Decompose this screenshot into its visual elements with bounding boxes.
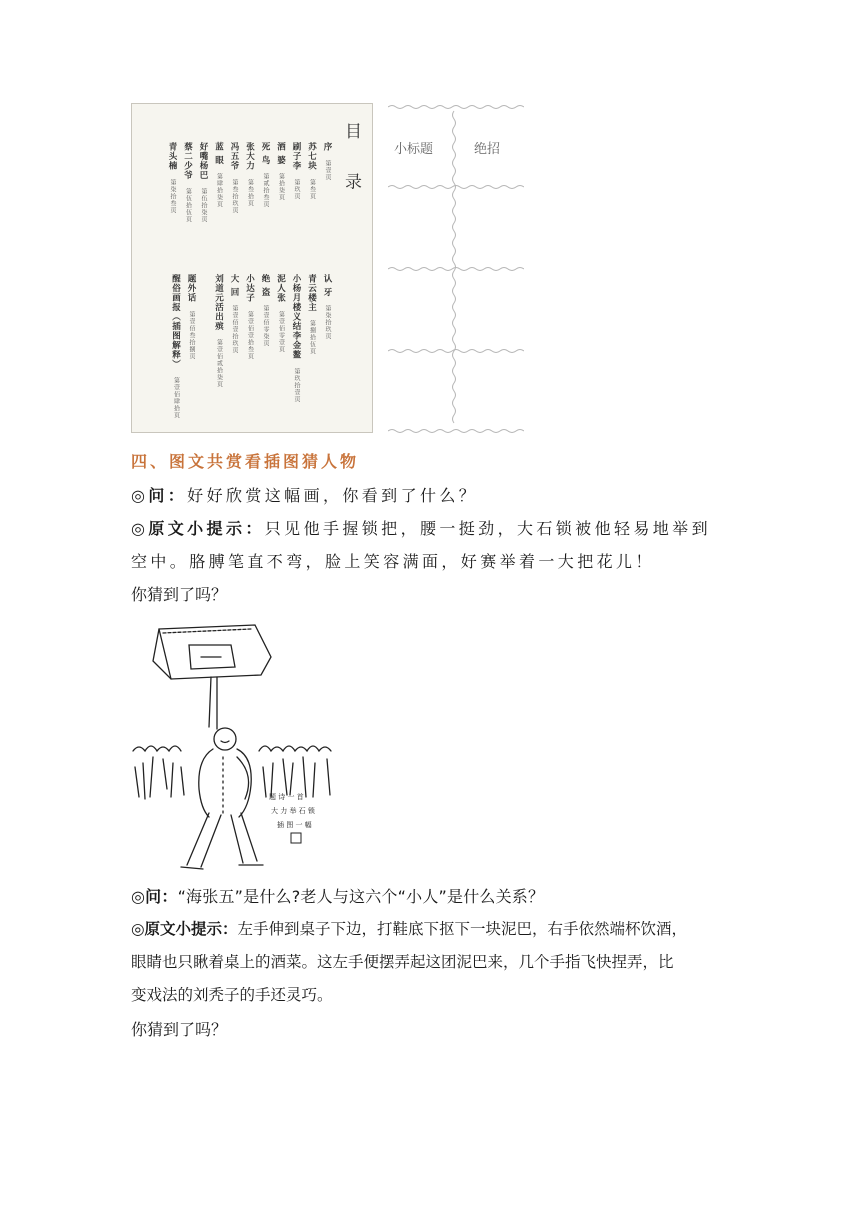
toc-entry-page: 第伍拾伍页: [184, 188, 192, 223]
note-table: [388, 101, 524, 435]
toc-entry: [163, 142, 182, 214]
toc-entry-name: 刘道元活出殡: [213, 274, 224, 331]
toc-entry-page: 第肆拾柒页: [215, 172, 223, 208]
toc-entry-page: 第壹佰壹拾叁页: [246, 310, 254, 360]
toc-entry-name: 酒 婆: [275, 142, 286, 165]
question-1-label: ◎问：: [131, 486, 188, 505]
guess-prompt-2: 你猜到了吗？: [131, 1020, 228, 1039]
toc-entry-page: 第捌拾伍页: [308, 320, 316, 355]
toc-entry-name: 刷子李: [291, 142, 301, 171]
section-heading: 四、图文共赏看插图猜人物: [131, 452, 360, 471]
toc-entry-page: 第壹页: [324, 159, 331, 181]
toc-entry-name: 蔡二少爷: [182, 142, 193, 180]
hint-2-text-1: 左手伸到桌子下边，打鞋底下抠下一块泥巴，右手依然端杯饮酒，: [237, 920, 688, 938]
toc-entry-page: 第壹佰贰拾柒页: [215, 339, 223, 388]
svg-text:题 诗 一 首: 题 诗 一 首: [269, 793, 304, 801]
toc-entry-name: 冯五爷: [229, 142, 239, 171]
toc-entry-name: 泥人张: [275, 274, 286, 303]
toc-entry-name: 青云楼主: [306, 274, 317, 312]
toc-entry-page: 第壹佰肆拾页: [172, 377, 180, 419]
toc-entry-name: 好嘴杨巴: [198, 142, 208, 180]
toc-entry-name: 认 牙: [322, 274, 332, 297]
question-2-text: “海张五”是什么?老人与这六个“小人”是什么关系？: [177, 887, 545, 906]
toc-entry-page: 第拾柒页: [277, 172, 285, 201]
strongman-illustration: [131, 617, 341, 871]
toc-entry-name: 序: [322, 142, 332, 152]
toc-entry-name: 蓝 眼: [213, 142, 224, 165]
toc-entry-name: 醒俗画报（插图解释）: [170, 274, 181, 369]
hint-2-line-3: 变戏法的刘秃子的手还灵巧。: [131, 986, 333, 1004]
toc-entry-page: 第叁拾页: [246, 178, 254, 207]
hint-1-line-2: 空中。胳膊笔直不弯，脸上笑容满面，好赛举着一大把花儿！: [131, 552, 655, 571]
strongman-drawing: [131, 617, 341, 871]
toc-entry: [210, 274, 229, 388]
hint-2-line-1: [131, 917, 687, 939]
toc-entry-page: 第柒拾叁页: [169, 178, 176, 214]
note-header-skill: 绝招: [474, 142, 501, 157]
toc-entry-page: 第壹佰零柒页: [262, 304, 269, 347]
question-2: [131, 884, 544, 907]
svg-text:大 力 举 石 锁: 大 力 举 石 锁: [271, 807, 315, 815]
toc-entry-page: 第壹佰壹拾玖页: [231, 304, 238, 354]
hint-2-line-2: 眼睛也只瞅着桌上的酒菜。这左手便摆弄起这团泥巴来，几个手指飞快捏弄，比: [131, 953, 674, 971]
toc-entry-name: 青头楠: [167, 142, 177, 171]
hint-1-line-1: [131, 516, 711, 539]
hint-1-label: ◎原文小提示：: [131, 519, 265, 538]
toc-entry-page: 第壹佰零壹页: [277, 310, 285, 353]
svg-text:插 图 一 幅: 插 图 一 幅: [277, 821, 312, 829]
toc-entry-name: 题外话: [186, 274, 196, 303]
toc-entry-name: 绝 盗: [260, 274, 270, 297]
toc-entry-name: 大 回: [229, 274, 239, 297]
toc-entry: [167, 274, 186, 419]
toc-entry-name: 张大力: [244, 142, 255, 171]
question-1-text: 好好欣赏这幅画，你看到了什么？: [187, 486, 479, 505]
hint-2-label: ◎原文小提示：: [131, 920, 238, 938]
toc-entry-name: 小达子: [244, 274, 255, 303]
toc-entry-name: 死 鸟: [260, 142, 270, 165]
toc-entry-page: 第壹佰叁拾捌页: [188, 310, 195, 360]
toc-entry-page: 第柒拾玖页: [324, 304, 331, 340]
toc-entry-name: 小杨月楼义结李金鳌: [291, 274, 301, 360]
table-of-contents-image: [131, 103, 373, 433]
note-header-subtitle: 小标题: [394, 142, 434, 157]
toc-entry-page: 第叁页: [308, 178, 316, 200]
toc-title: 目 录: [341, 122, 361, 204]
question-1: [131, 483, 478, 506]
toc-entry-page: 第玖页: [293, 178, 300, 200]
toc-entry-page: 第叁拾玖页: [231, 178, 238, 214]
toc-entry-name: 苏七块: [306, 142, 317, 171]
toc-entry-page: 第贰拾叁页: [262, 172, 269, 208]
guess-prompt-1: 你猜到了吗？: [131, 585, 228, 604]
hint-1-text-1: 只见他手握锁把，腰一挺劲，大石锁被他轻易地举到: [264, 519, 711, 538]
question-2-label: ◎问：: [131, 887, 178, 906]
toc-entry-page: 第伍拾柒页: [200, 188, 207, 223]
toc-entry-page: 第玖拾壹页: [293, 367, 300, 403]
